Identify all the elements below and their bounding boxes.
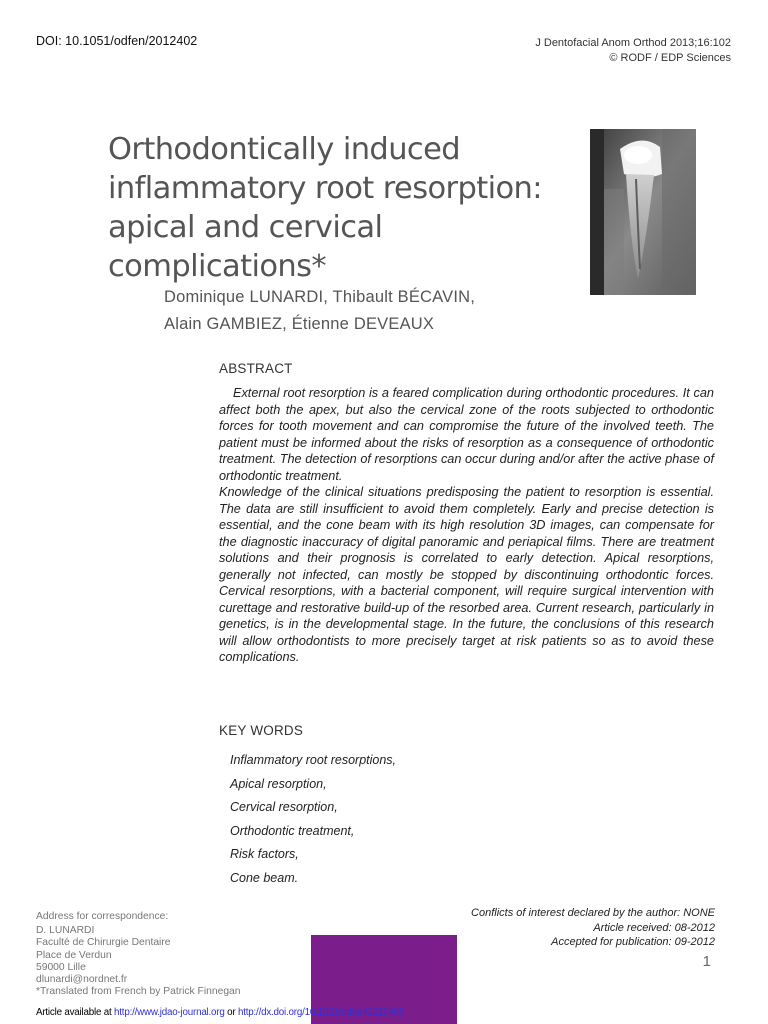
journal-citation bbox=[535, 36, 731, 66]
availability-middle: or bbox=[224, 1007, 238, 1018]
abstract-paragraph-2: Knowledge of the clinical situations predisposing the patient to resorption is essential. The data are still insufficient to avoid them completely. Early and precise detection is essential, and the cone beam with its high resolution 3D images, can compensate for the diagnostic inaccuracy of digital panoramic and periapical films. There are treatment solutions and their prognosis is correlated to early detection. Apical resorptions, generally not infected, can mostly be stopped by discontinuing orthodontic forces. Cervical resorptions, with a bacterial component, will require surgical intervention with curettage and restorative build-up of the resorbed area. Current research, particularly in genetics, is in the developmental stage. In the future, the conclusions of this research will allow orthodontists to more precisely target at risk patients so as to avoid these complications. bbox=[219, 485, 714, 664]
keyword-item: Cone beam. bbox=[230, 870, 299, 885]
keyword-item: Inflammatory root resorptions, bbox=[230, 753, 397, 767]
abstract-body bbox=[219, 385, 714, 666]
authors-line-2: Alain GAMBIEZ, Étienne DEVEAUX bbox=[164, 315, 435, 333]
correspondence-address-1: Faculté de Chirurgie Dentaire bbox=[36, 937, 171, 949]
doi-label: DOI: 10.1051/odfen/2012402 bbox=[36, 34, 198, 48]
correspondence-name: D. LUNARDI bbox=[36, 925, 95, 937]
availability-prefix: Article available at bbox=[36, 1007, 115, 1018]
keyword-item: Apical resorption, bbox=[230, 776, 327, 791]
article-meta bbox=[471, 906, 715, 950]
doi-link[interactable]: http://dx.doi.org/10.1051/odfen/2012402 bbox=[237, 1007, 404, 1018]
keywords-heading: KEY WORDS bbox=[219, 723, 304, 738]
article-title bbox=[108, 130, 598, 286]
title-line-2: inflammatory root resorption: bbox=[108, 171, 542, 206]
title-line-3: apical and cervical complications* bbox=[108, 210, 383, 284]
correspondence-label: Address for correspondence: bbox=[36, 911, 169, 922]
translation-note: *Translated from French by Patrick Finnegan bbox=[36, 986, 241, 998]
authors bbox=[164, 284, 475, 338]
correspondence-block bbox=[36, 911, 241, 998]
availability-line bbox=[36, 1007, 404, 1018]
journal-reference: J Dentofacial Anom Orthod 2013;16:102 bbox=[535, 37, 731, 49]
copyright-line: © RODF / EDP Sciences bbox=[609, 52, 731, 64]
authors-line-1: Dominique LUNARDI, Thibault BÉCAVIN, bbox=[164, 288, 476, 306]
abstract-heading: ABSTRACT bbox=[219, 361, 293, 376]
received-date: Article received: 08-2012 bbox=[593, 921, 715, 934]
page-number: 1 bbox=[702, 953, 711, 970]
accepted-date: Accepted for publication: 09-2012 bbox=[551, 936, 715, 948]
correspondence-email[interactable]: dlunardi@nordnet.fr bbox=[36, 974, 128, 986]
correspondence-address-3: 59000 Lille bbox=[36, 961, 86, 973]
abstract-paragraph-1: External root resorption is a feared complication during orthodontic procedures. It can affect both the apex, but also the cervical zone of the roots subjected to orthodontic forces for tooth movement and can compromise the future of the involved teeth. The patient must be informed about the risks of resorption as a consequence of orthodontic treatment. The detection of resorptions can occur during and/or after the active phase of orthodontic treatment. bbox=[219, 386, 714, 483]
keyword-item: Risk factors, bbox=[230, 847, 299, 861]
correspondence-address-2: Place de Verdun bbox=[36, 949, 112, 961]
dental-xray-image bbox=[590, 129, 696, 295]
keyword-item: Cervical resorption, bbox=[230, 800, 338, 814]
conflicts-statement: Conflicts of interest declared by the author: NONE bbox=[471, 907, 715, 919]
keyword-item: Orthodontic treatment, bbox=[230, 823, 355, 838]
title-line-1: Orthodontically induced bbox=[108, 132, 461, 167]
keywords-list bbox=[230, 753, 396, 894]
journal-website-link[interactable]: http://www.jdao-journal.org bbox=[114, 1007, 225, 1018]
